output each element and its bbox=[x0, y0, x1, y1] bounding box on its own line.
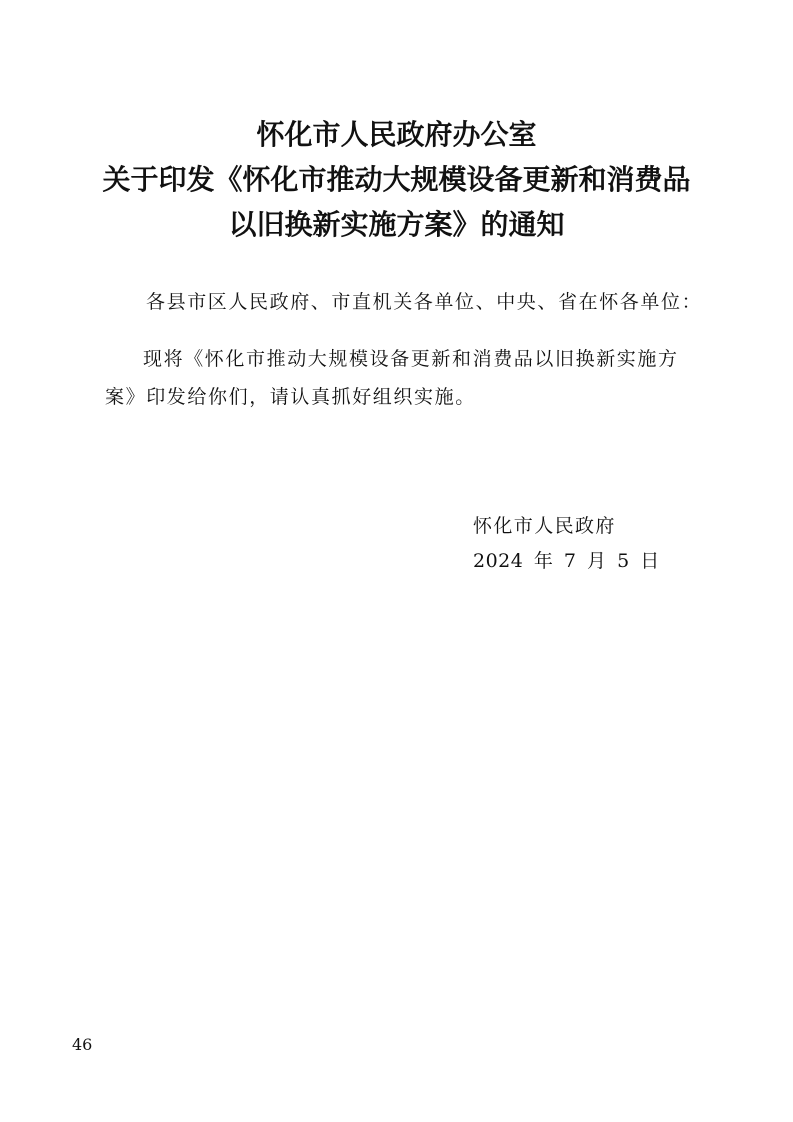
document-title bbox=[0, 112, 793, 247]
title-line-2: 关于印发《怀化市推动大规模设备更新和消费品 bbox=[102, 163, 691, 196]
page-number: 46 bbox=[72, 1035, 93, 1054]
issuer-signature: 怀化市人民政府 bbox=[473, 515, 616, 537]
title-line-3: 以旧换新实施方案》的通知 bbox=[228, 208, 565, 241]
body-paragraph: 现将《怀化市推动大规模设备更新和消费品以旧换新实施方案》印发给你们，请认真抓好组织实施。 bbox=[105, 348, 679, 408]
salutation: 各县市区人民政府、市直机关各单位、中央、省在怀各单位： bbox=[146, 291, 703, 313]
title-line-1: 怀化市人民政府办公室 bbox=[256, 118, 537, 151]
issue-date: 2024 年 7 月 5 日 bbox=[473, 550, 660, 572]
